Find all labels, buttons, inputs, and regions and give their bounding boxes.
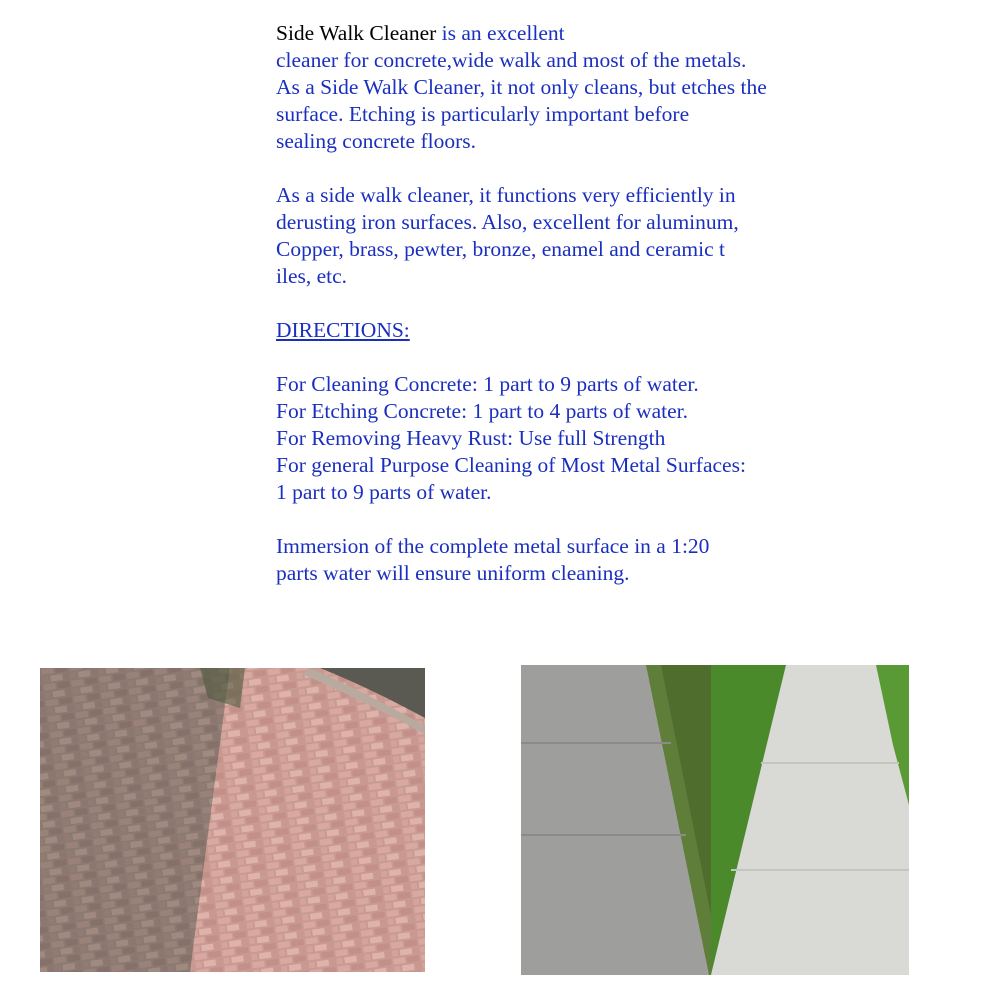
metals-line: iles, etc. bbox=[276, 264, 348, 288]
direction-line: For Etching Concrete: 1 part to 4 parts of water. bbox=[276, 399, 688, 423]
sidewalk-photo bbox=[521, 665, 909, 975]
immersion-line: parts water will ensure uniform cleaning. bbox=[276, 561, 630, 585]
metals-line: derusting iron surfaces. Also, excellent for aluminum, bbox=[276, 210, 739, 234]
intro-first-line bbox=[276, 20, 976, 47]
metals-line: Copper, brass, pewter, bronze, enamel and ceramic t bbox=[276, 237, 725, 261]
direction-line: For general Purpose Cleaning of Most Metal Surfaces: bbox=[276, 453, 746, 477]
paragraph-gap bbox=[276, 506, 976, 533]
paragraph-gap bbox=[276, 290, 976, 317]
immersion-line: Immersion of the complete metal surface in a 1:20 bbox=[276, 534, 710, 558]
directions-heading: DIRECTIONS: bbox=[276, 318, 410, 342]
intro-line: surface. Etching is particularly important before bbox=[276, 102, 690, 126]
intro-line: As a Side Walk Cleaner, it not only cleans, but etches the bbox=[276, 75, 767, 99]
direction-line: 1 part to 9 parts of water. bbox=[276, 480, 492, 504]
document-text bbox=[276, 20, 976, 587]
direction-line: For Cleaning Concrete: 1 part to 9 parts of water. bbox=[276, 372, 699, 396]
metals-line: As a side walk cleaner, it functions very efficiently in bbox=[276, 183, 736, 207]
paragraph-gap bbox=[276, 344, 976, 371]
brick-driveway-photo bbox=[40, 668, 425, 972]
brick-driveway-image bbox=[40, 668, 425, 972]
intro-title-suffix: is an excellent bbox=[436, 21, 565, 45]
sidewalk-image bbox=[521, 665, 909, 975]
intro-line: sealing concrete floors. bbox=[276, 129, 476, 153]
direction-line: For Removing Heavy Rust: Use full Strength bbox=[276, 426, 666, 450]
intro-line: cleaner for concrete,wide walk and most of the metals. bbox=[276, 48, 747, 72]
product-name: Side Walk Cleaner bbox=[276, 21, 437, 45]
paragraph-gap bbox=[276, 155, 976, 182]
